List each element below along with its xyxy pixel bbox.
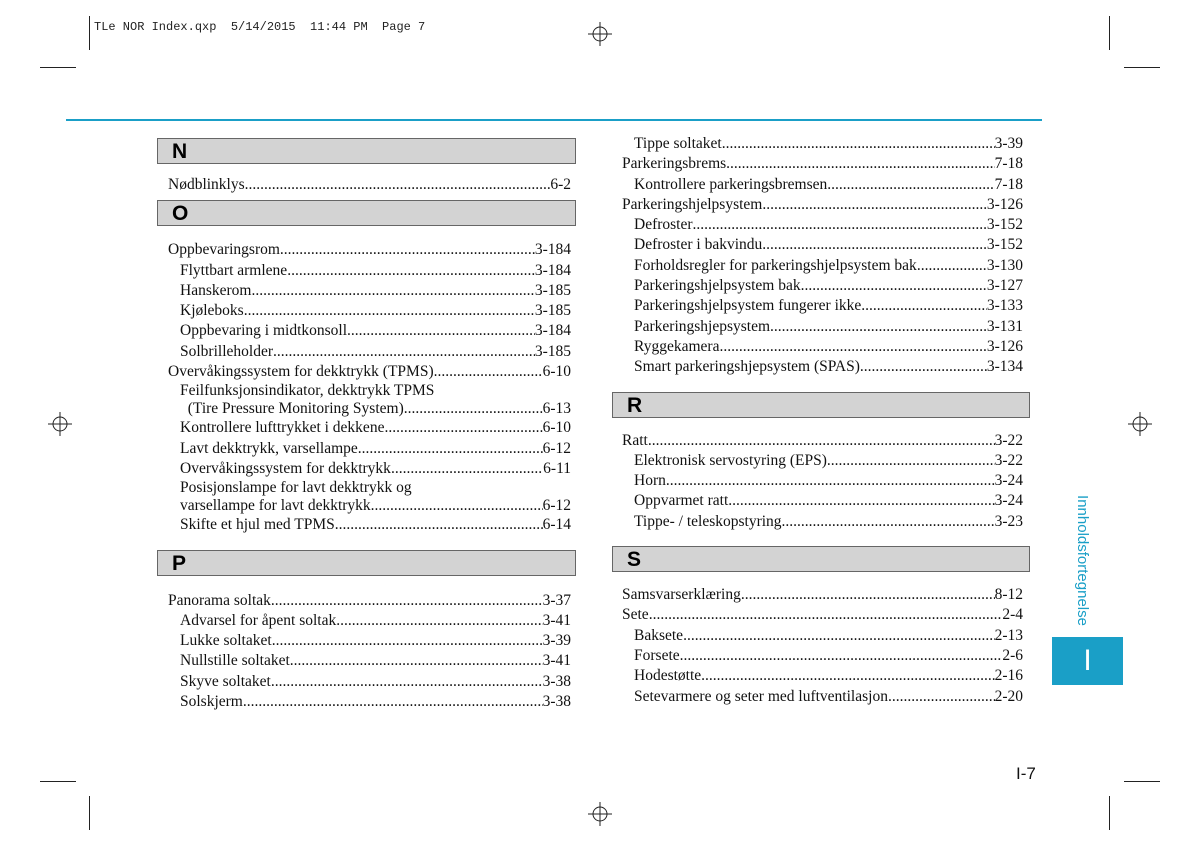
index-entry: Parkeringshjelpsystem ..... 3-126 <box>622 195 1023 215</box>
index-entry: Tippe soltaket ..... 3-39 <box>622 134 1023 154</box>
index-entry: (Tire Pressure Monitoring System) ..... 6-13 <box>168 400 571 418</box>
index-entry: Flyttbart armlene ..... 3-184 <box>168 261 571 281</box>
chapter-tab-label: Innholdsfortegnelse <box>1073 494 1091 626</box>
header-rule <box>66 119 1042 121</box>
registration-mark-icon <box>1128 412 1152 436</box>
index-entry: Tippe- / teleskopstyring ..... 3-23 <box>622 512 1023 532</box>
crop-mark <box>1124 781 1160 782</box>
registration-mark-icon <box>48 412 72 436</box>
index-entry: Oppbevaringsrom ..... 3-184 <box>168 240 571 260</box>
index-entry: Oppbevaring i midtkonsoll ..... 3-184 <box>168 321 571 341</box>
crop-mark <box>40 67 76 68</box>
page-number: I-7 <box>1016 764 1036 783</box>
index-entry-continued: Posisjonslampe for lavt dekktrykk og <box>180 479 412 497</box>
index-entry: Advarsel for åpent soltak ..... 3-41 <box>168 611 571 631</box>
index-entry: Kontrollere lufttrykket i dekkene ..... 6-10 <box>168 418 571 438</box>
registration-mark-icon <box>588 802 612 826</box>
section-header-p: P <box>157 550 576 576</box>
index-entry: Hodestøtte ..... 2-16 <box>622 666 1023 686</box>
index-entry: Elektronisk servostyring (EPS) ..... 3-22 <box>622 451 1023 471</box>
index-entry: Forholdsregler for parkeringshjelpsystem bak ..... 3-130 <box>622 256 1023 276</box>
index-entry: Parkeringsbrems ..... 7-18 <box>622 154 1023 174</box>
index-entry: Parkeringshjelpsystem fungerer ikke ..... 3-133 <box>622 296 1023 316</box>
index-entry: Ratt ..... 3-22 <box>622 431 1023 451</box>
index-entry: Solskjerm ..... 3-38 <box>168 692 571 712</box>
index-entry: Overvåkingssystem for dekktrykk ..... 6-11 <box>168 459 571 479</box>
index-entry: Kjøleboks ..... 3-185 <box>168 301 571 321</box>
index-entry: Oppvarmet ratt ..... 3-24 <box>622 491 1023 511</box>
crop-mark <box>89 16 90 50</box>
section-header-s: S <box>612 546 1030 572</box>
crop-mark <box>1109 796 1110 830</box>
index-entry: Horn ..... 3-24 <box>622 471 1023 491</box>
index-entry: Defroster i bakvindu ..... 3-152 <box>622 235 1023 255</box>
crop-mark <box>40 781 76 782</box>
index-entry-continued: Feilfunksjonsindikator, dekktrykk TPMS <box>180 382 435 400</box>
index-entry: Samsvarserklæring ..... 8-12 <box>622 585 1023 605</box>
index-entry: Lavt dekktrykk, varsellampe ..... 6-12 <box>168 439 571 459</box>
index-entry: varsellampe for lavt dekktrykk ..... 6-12 <box>168 497 571 515</box>
index-entry: Lukke soltaket ..... 3-39 <box>168 631 571 651</box>
index-entry: Hanskerom ..... 3-185 <box>168 281 571 301</box>
crop-mark <box>89 796 90 830</box>
index-entry: Sete ..... 2-4 <box>622 605 1023 625</box>
crop-mark <box>1124 67 1160 68</box>
index-entry: Panorama soltak ..... 3-37 <box>168 591 571 611</box>
index-column-left <box>157 138 576 712</box>
index-column-right <box>612 134 1030 707</box>
index-entry: Kontrollere parkeringsbremsen ..... 7-18 <box>622 175 1023 195</box>
index-entry: Nødblinklys ..... 6-2 <box>157 175 576 195</box>
index-entry: Overvåkingssystem for dekktrykk (TPMS) ..... 6-10 <box>168 362 571 382</box>
index-entry: Smart parkeringshjepsystem (SPAS) ..... 3-134 <box>622 357 1023 377</box>
section-header-n: N <box>157 138 576 164</box>
index-entry: Parkeringshjelpsystem bak ..... 3-127 <box>622 276 1023 296</box>
registration-mark-icon <box>588 22 612 46</box>
chapter-tab: I <box>1052 637 1123 685</box>
index-entry: Solbrilleholder ..... 3-185 <box>168 342 571 362</box>
index-entry: Parkeringshjepsystem ..... 3-131 <box>622 317 1023 337</box>
print-slug: TLe NOR Index.qxp 5/14/2015 11:44 PM Page 7 <box>94 20 426 34</box>
index-entry: Skyve soltaket ..... 3-38 <box>168 672 571 692</box>
section-header-r: R <box>612 392 1030 418</box>
index-entry: Skifte et hjul med TPMS ..... 6-14 <box>168 515 571 535</box>
section-header-o: O <box>157 200 576 226</box>
crop-mark <box>1109 16 1110 50</box>
index-entry: Setevarmere og seter med luftventilasjon. ..... 2-20 <box>622 687 1023 707</box>
index-entry: Defroster ..... 3-152 <box>622 215 1023 235</box>
index-entry: Baksete ..... 2-13 <box>622 626 1023 646</box>
index-entry: Ryggekamera ..... 3-126 <box>622 337 1023 357</box>
index-entry: Nullstille soltaket ..... 3-41 <box>168 651 571 671</box>
index-entry: Forsete ..... 2-6 <box>622 646 1023 666</box>
